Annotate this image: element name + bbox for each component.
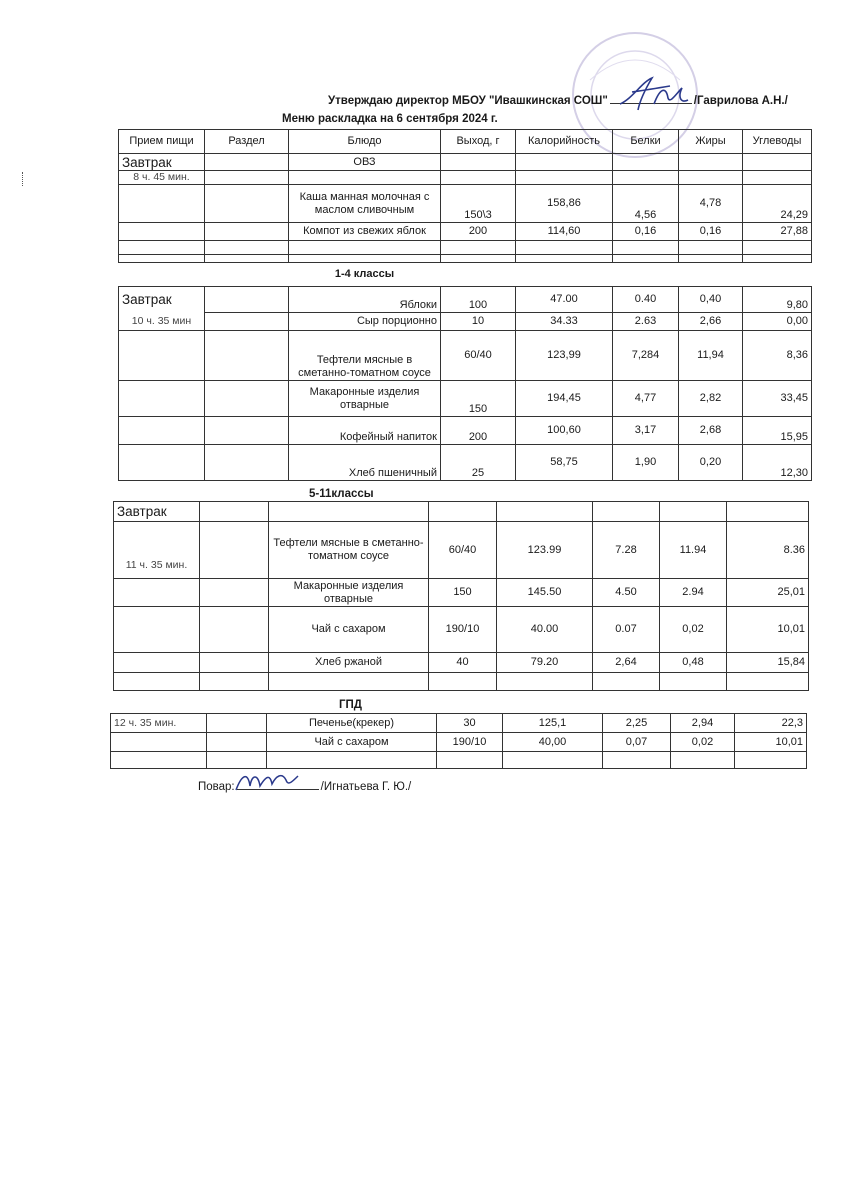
table-row — [111, 714, 807, 733]
table-header-row — [119, 130, 812, 154]
carbs: 27,88 — [743, 223, 812, 241]
carbs: 25,01 — [727, 579, 809, 607]
fat: 2,94 — [671, 714, 735, 733]
protein: 0,07 — [603, 733, 671, 752]
fat: 0,02 — [660, 607, 727, 653]
calories: 123.99 — [497, 522, 593, 579]
carbs: 8.36 — [727, 522, 809, 579]
output: 25 — [441, 445, 516, 481]
fat: 0,16 — [679, 223, 743, 241]
calories: 158,86 — [516, 185, 613, 223]
dish: Тефтели мясные в сметанно-томатном соусе — [269, 522, 429, 579]
col-header: Калорийность — [516, 130, 613, 154]
protein: 0.40 — [613, 287, 679, 313]
calories: 125,1 — [503, 714, 603, 733]
protein: 3,17 — [613, 417, 679, 445]
carbs: 15,95 — [743, 417, 812, 445]
meal-label: Завтрак — [119, 154, 205, 171]
table-row — [119, 171, 812, 185]
fat: 2,68 — [679, 417, 743, 445]
table-row — [114, 522, 809, 579]
protein: 0.07 — [593, 607, 660, 653]
carbs: 10,01 — [727, 607, 809, 653]
table-row — [114, 607, 809, 653]
calories: 40.00 — [497, 607, 593, 653]
col-header: Выход, г — [441, 130, 516, 154]
fat: 0,40 — [679, 287, 743, 313]
table-row — [111, 752, 807, 769]
calories: 58,75 — [516, 445, 613, 481]
fat: 4,78 — [679, 185, 743, 223]
menu-table-primary — [118, 129, 812, 481]
table-row — [119, 417, 812, 445]
table-row — [119, 223, 812, 241]
approval-name: /Гаврилова А.Н./ — [693, 95, 788, 107]
output: 150 — [441, 381, 516, 417]
table-row — [114, 579, 809, 607]
approval-text: Утверждаю директор МБОУ "Ивашкинская СОШ" — [328, 95, 608, 107]
meal-time: 12 ч. 35 мин. — [111, 714, 207, 733]
calories: 79.20 — [497, 653, 593, 673]
output: 30 — [437, 714, 503, 733]
carbs: 9,80 — [743, 287, 812, 313]
calories: 145.50 — [497, 579, 593, 607]
meal-time: 10 ч. 35 мин — [119, 313, 205, 331]
output: 10 — [441, 313, 516, 331]
section-caption-row — [119, 263, 812, 287]
menu-table-gpd — [110, 713, 807, 769]
protein: 2.63 — [613, 313, 679, 331]
section-caption: ГПД — [339, 699, 362, 711]
cook-line — [198, 779, 411, 793]
col-header: Прием пищи — [119, 130, 205, 154]
output: 40 — [429, 653, 497, 673]
calories: 40,00 — [503, 733, 603, 752]
dish: Яблоки — [289, 287, 441, 313]
output: 190/10 — [437, 733, 503, 752]
approval-line — [328, 93, 798, 107]
output: 60/40 — [429, 522, 497, 579]
cook-name: /Игнатьева Г. Ю./ — [320, 781, 412, 793]
carbs: 24,29 — [743, 185, 812, 223]
section-caption: 5-11классы — [309, 488, 374, 500]
dish: Макаронные изделия отварные — [269, 579, 429, 607]
dish: Макаронные изделия отварные — [289, 381, 441, 417]
carbs: 8,36 — [743, 331, 812, 381]
dish: Чай с сахаром — [267, 733, 437, 752]
carbs: 33,45 — [743, 381, 812, 417]
col-header: Белки — [613, 130, 679, 154]
table-row — [119, 241, 812, 255]
dish: Каша манная молочная с маслом сливочным — [289, 185, 441, 223]
output: 100 — [441, 287, 516, 313]
table-row — [119, 381, 812, 417]
dish: Тефтели мясные в сметанно-томатном соусе — [289, 331, 441, 381]
protein: 0,16 — [613, 223, 679, 241]
cook-label: Повар: — [198, 781, 235, 793]
carbs: 12,30 — [743, 445, 812, 481]
table-row — [119, 287, 812, 313]
output: 190/10 — [429, 607, 497, 653]
section-caption: 1-4 классы — [334, 268, 395, 280]
fat: 0,02 — [671, 733, 735, 752]
output: 150\3 — [441, 185, 516, 223]
fat: 0,20 — [679, 445, 743, 481]
calories: 100,60 — [516, 417, 613, 445]
fat: 11,94 — [679, 331, 743, 381]
output: 150 — [429, 579, 497, 607]
protein: 7,284 — [613, 331, 679, 381]
output: 200 — [441, 417, 516, 445]
carbs: 10,01 — [735, 733, 807, 752]
protein: 2,64 — [593, 653, 660, 673]
col-header: Блюдо — [289, 130, 441, 154]
table-row — [119, 331, 812, 381]
meal-time: 8 ч. 45 мин. — [119, 171, 205, 185]
menu-table-senior — [113, 501, 809, 691]
dish: Кофейный напиток — [289, 417, 441, 445]
fat: 2,82 — [679, 381, 743, 417]
table-row — [114, 673, 809, 691]
meal-label: Завтрак — [119, 287, 205, 313]
margin-mark — [22, 172, 26, 186]
dish: Компот из свежих яблок — [289, 223, 441, 241]
protein: 4,77 — [613, 381, 679, 417]
output: 200 — [441, 223, 516, 241]
meal-time: 11 ч. 35 мин. — [114, 522, 200, 579]
col-header: Углеводы — [743, 130, 812, 154]
calories: 47.00 — [516, 287, 613, 313]
dish: Хлеб ржаной — [269, 653, 429, 673]
fat: 2,66 — [679, 313, 743, 331]
fat: 0,48 — [660, 653, 727, 673]
carbs: 15,84 — [727, 653, 809, 673]
fat: 2.94 — [660, 579, 727, 607]
table-row — [119, 313, 812, 331]
director-signature — [612, 74, 692, 114]
group-label: ОВЗ — [289, 154, 441, 171]
table-row — [114, 502, 809, 522]
protein: 7.28 — [593, 522, 660, 579]
fat: 11.94 — [660, 522, 727, 579]
table-row — [119, 445, 812, 481]
table-row — [119, 255, 812, 263]
calories: 123,99 — [516, 331, 613, 381]
table-row — [111, 733, 807, 752]
dish: Печенье(крекер) — [267, 714, 437, 733]
calories: 34.33 — [516, 313, 613, 331]
calories: 114,60 — [516, 223, 613, 241]
dish: Сыр порционно — [289, 313, 441, 331]
meal-label: Завтрак — [114, 502, 200, 522]
carbs: 0,00 — [743, 313, 812, 331]
dish: Хлеб пшеничный — [289, 445, 441, 481]
protein: 4,56 — [613, 185, 679, 223]
protein: 4.50 — [593, 579, 660, 607]
dish: Чай с сахаром — [269, 607, 429, 653]
table-row — [114, 653, 809, 673]
protein: 1,90 — [613, 445, 679, 481]
protein: 2,25 — [603, 714, 671, 733]
col-header: Раздел — [205, 130, 289, 154]
calories: 194,45 — [516, 381, 613, 417]
col-header: Жиры — [679, 130, 743, 154]
carbs: 22,3 — [735, 714, 807, 733]
table-row — [119, 154, 812, 171]
signature-line — [237, 779, 319, 790]
table-row — [119, 185, 812, 223]
page-title: Меню раскладка на 6 сентября 2024 г. — [282, 113, 498, 125]
output: 60/40 — [441, 331, 516, 381]
